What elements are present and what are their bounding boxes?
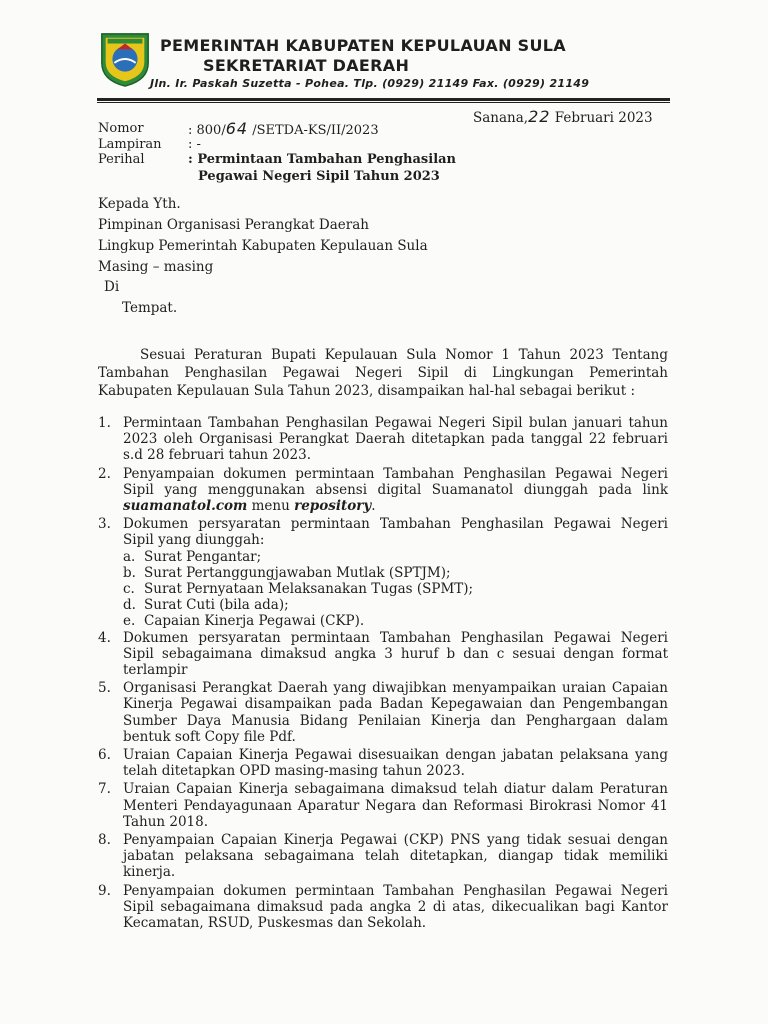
date-suffix: Februari 2023 xyxy=(550,110,653,126)
list-item: 5. Organisasi Perangkat Daerah yang diwajibkan menyampaikan uraian Capaian Kinerja Pegawai disampaikan pada Badan Kepegawaian dan Pengembangan Sumber Daya Manusia Bidang Penilaian Kinerja dan Penghargaan dalam bentuk soft Copy file Pdf. xyxy=(98,680,668,745)
regency-emblem-icon xyxy=(96,30,154,88)
repository-menu-text: repository xyxy=(294,498,372,515)
header-rule-thick xyxy=(97,98,670,101)
letter-date xyxy=(473,107,653,126)
letterhead-title xyxy=(160,36,620,76)
list-item: 7. Uraian Capaian Kinerja sebagaimana dimaksud telah diatur dalam Peraturan Menteri Pendayagunaan Aparatur Negara dan Reformasi Birokrasi Nomor 41 Tahun 2018. xyxy=(98,781,668,830)
list-item: 1. Permintaan Tambahan Penghasilan Pegawai Negeri Sipil bulan januari tahun 2023 oleh Organisasi Perangkat Daerah ditetapkan pada tanggal 22 februari s.d 28 februari tahun 2023. xyxy=(98,415,668,464)
nomor-value: : 800/64 /SETDA-KS/II/2023 xyxy=(188,119,379,138)
lampiran-value: : - xyxy=(188,137,201,152)
meta-lampiran xyxy=(98,137,201,153)
letterhead-address: Jln. Ir. Paskah Suzetta - Pohea. Tlp. (0929) 21149 Fax. (0929) 21149 xyxy=(150,77,590,90)
numbered-list xyxy=(98,415,668,931)
list-item: 8. Penyampaian Capaian Kinerja Pegawai (CKP) PNS yang tidak sesuai dengan jabatan pelaksana sebagaimana telah ditetapkan, diangap tidak memiliki kinerja. xyxy=(98,832,668,881)
perihal-value-1: : Permintaan Tambahan Penghasilan xyxy=(188,152,457,167)
letterhead-line1: PEMERINTAH KABUPATEN KEPULAUAN SULA xyxy=(160,36,566,55)
suamanatol-link: suamanatol.com xyxy=(123,498,248,515)
recipient-line-2: Pimpinan Organisasi Perangkat Daerah xyxy=(98,217,369,233)
meta-nomor xyxy=(98,119,379,138)
intro-paragraph: Sesuai Peraturan Bupati Kepulauan Sula Nomor 1 Tahun 2023 Tentang Tambahan Penghasilan Pegawai Negeri Sipil di Lingkungan Pemerintah Kabupaten Kepulauan Sula Tahun 2023, disampaikan hal-hal sebagai berikut : xyxy=(98,347,668,399)
recipient-line-5: Di xyxy=(104,279,120,295)
sub-item: e. Capaian Kinerja Pegawai (CKP). xyxy=(123,613,365,630)
list-item: 3. Dokumen persyaratan permintaan Tambahan Penghasilan Pegawai Negeri Sipil yang diunggah: a. Surat Pengantar; b. Surat Pertanggungjawaban Mutlak (SPTJM); c. Surat Pernyataan Melaksanakan Tugas (SPMT); d. Surat Cuti (bila ada); e. Capaian Kinerja Pegawai (CKP). xyxy=(98,516,668,630)
perihal-value-2: Pegawai Negeri Sipil Tahun 2023 xyxy=(198,169,440,184)
recipient-line-4: Masing – masing xyxy=(98,259,214,275)
sub-item: a. Surat Pengantar; xyxy=(123,548,262,565)
sub-item: b. Surat Pertanggungjawaban Mutlak (SPTJM); xyxy=(123,564,451,581)
nomor-label: Nomor xyxy=(98,121,144,136)
recipient-line-1: Kepada Yth. xyxy=(98,196,181,212)
letterhead-line2: SEKRETARIAT DAERAH xyxy=(203,56,410,75)
recipient-line-3: Lingkup Pemerintah Kabupaten Kepulauan Sula xyxy=(98,238,428,254)
list-item: 2. Penyampaian dokumen permintaan Tambahan Penghasilan Pegawai Negeri Sipil yang menggunakan absensi digital Suamanatol diunggah pada link suamanatol.com menu repository. xyxy=(98,465,668,515)
sub-item: d. Surat Cuti (bila ada); xyxy=(123,597,289,614)
date-prefix: Sanana, xyxy=(473,110,529,126)
header-rule-thin xyxy=(97,102,670,103)
perihal-label: Perihal xyxy=(98,152,145,167)
lampiran-label: Lampiran xyxy=(98,137,162,152)
sub-item: c. Surat Pernyataan Melaksanakan Tugas (SPMT); xyxy=(123,581,474,598)
date-day-handwritten: 22 xyxy=(528,107,551,126)
meta-perihal xyxy=(98,152,457,168)
nomor-handwritten: 64 xyxy=(225,119,249,138)
recipient-line-6: Tempat. xyxy=(122,300,178,316)
list-item: 9. Penyampaian dokumen permintaan Tambahan Penghasilan Pegawai Negeri Sipil sebagaimana dimaksud pada angka 2 di atas, dikecualikan bagi Kantor Kecamatan, RSUD, Puskesmas dan Sekolah. xyxy=(98,882,668,932)
list-item: 4. Dokumen persyaratan permintaan Tambahan Penghasilan Pegawai Negeri Sipil sebagaimana dimaksud angka 3 huruf b dan c sesuai dengan format terlampir xyxy=(98,629,668,679)
list-item: 6. Uraian Capaian Kinerja Pegawai disesuaikan dengan jabatan pelaksana yang telah ditetapkan OPD masing-masing tahun 2023. xyxy=(98,747,668,780)
